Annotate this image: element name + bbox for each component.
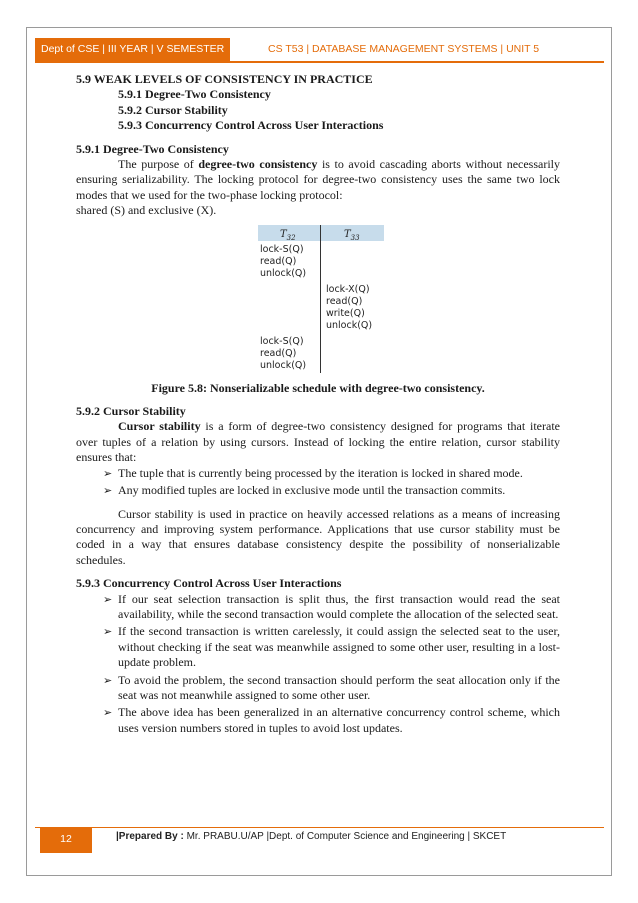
list-item-text: To avoid the problem, the second transaction should perform the seat allocation only if the seat was not meanwhile assigned to some other user.	[118, 672, 560, 702]
header-dept-badge: Dept of CSE | III YEAR | V SEMESTER	[35, 38, 230, 61]
t32-name: T	[280, 228, 287, 240]
t33-op: write(Q)	[326, 307, 365, 319]
cursor-stability-list	[76, 466, 560, 499]
page-content	[76, 72, 560, 738]
heading-cursor-stability: 5.9.2 Cursor Stability	[76, 404, 186, 419]
text: The purpose of	[118, 157, 199, 172]
t33-op: unlock(Q)	[326, 319, 373, 331]
t33-name: T	[344, 228, 351, 240]
text: is to avoid cascading aborts without necessarily ensuring serializability. The locking protocol for degree-two consistency uses the same two lock modes that we used for the two-phase locking protocol:	[76, 157, 561, 202]
list-item-text: Any modified tuples are locked in exclusive mode until the transaction commits.	[118, 483, 506, 498]
degree-two-paragraph	[76, 157, 560, 203]
t33-op: lock-X(Q)	[326, 283, 370, 295]
section-title: 5.9 WEAK LEVELS OF CONSISTENCY IN PRACTICE	[76, 72, 373, 86]
t33-op: read(Q)	[326, 295, 363, 307]
cursor-stability-usage-paragraph: Cursor stability is used in practice on heavily accessed relations as a means of increasing concurrency and improving system performance. Applications that use cursor stability must be coded in a way that ensures database consistency despite the possibility of nonserializable schedules.	[76, 506, 560, 567]
list-item-text: If the second transaction is written carelessly, it could assign the selected seat to the user, without checking if the seat was meanwhile assigned to some other user, resulting in a lost-update problem.	[118, 624, 560, 670]
t32-sub: 32	[286, 233, 296, 242]
list-item	[103, 624, 560, 670]
arrow-bullet-icon: ➢	[103, 625, 113, 639]
text: is a form of degree-two consistency designed for programs that iterate over tuples of a relation by using cursors. Instead of locking the entire relation, cursor stability ensures that:	[76, 419, 560, 465]
prepared-by-text: Mr. PRABU.U/AP |Dept. of Computer Science and Engineering | SKCET	[183, 831, 507, 842]
toc-item-1: 5.9.1 Degree-Two Consistency	[118, 87, 271, 102]
arrow-bullet-icon: ➢	[103, 484, 113, 498]
heading-user-interactions: 5.9.3 Concurrency Control Across User Interactions	[76, 576, 342, 591]
list-item	[103, 592, 560, 623]
term-degree-two: degree-two consistency	[198, 157, 318, 172]
footer-rule	[35, 827, 604, 828]
arrow-bullet-icon: ➢	[103, 592, 113, 606]
header-rule	[35, 61, 604, 63]
heading-degree-two: 5.9.1 Degree-Two Consistency	[76, 141, 229, 156]
transaction-t33-label	[344, 227, 360, 246]
schedule-figure	[258, 225, 384, 373]
t32-op: lock-S(Q)	[260, 335, 304, 347]
footer-credits	[116, 831, 506, 842]
list-item-text: If our seat selection transaction is split thus, the first transaction would read the seat availability, while the second transaction would complete the allocation of the selected seat.	[118, 591, 560, 621]
arrow-bullet-icon: ➢	[103, 706, 113, 720]
cursor-stability-paragraph	[76, 419, 560, 465]
t32-op: read(Q)	[260, 255, 297, 267]
t33-sub: 33	[350, 233, 360, 242]
t32-op: unlock(Q)	[260, 267, 307, 279]
schedule-divider	[320, 225, 321, 373]
list-item-text: The tuple that is currently being processed by the iteration is locked in shared mode.	[118, 465, 523, 480]
t32-op: unlock(Q)	[260, 359, 307, 371]
figure-caption: Figure 5.8: Nonserializable schedule with degree-two consistency.	[151, 380, 485, 395]
degree-two-paragraph-end: shared (S) and exclusive (X).	[76, 203, 217, 218]
user-interactions-list	[76, 592, 560, 737]
header-course-title: CS T53 | DATABASE MANAGEMENT SYSTEMS | UNIT 5	[268, 43, 540, 55]
term-cursor-stability: Cursor stability	[118, 419, 201, 434]
arrow-bullet-icon: ➢	[103, 673, 113, 687]
t32-op: lock-S(Q)	[260, 243, 304, 255]
list-item	[103, 673, 560, 704]
page-number: 12	[40, 827, 92, 853]
list-item	[103, 466, 560, 481]
toc-item-3: 5.9.3 Concurrency Control Across User Interactions	[118, 118, 384, 133]
schedule-header	[258, 225, 384, 241]
toc-item-2: 5.9.2 Cursor Stability	[118, 102, 228, 117]
prepared-by-label: |Prepared By :	[116, 831, 184, 842]
list-item	[103, 483, 560, 498]
t32-op: read(Q)	[260, 347, 297, 359]
list-item-text: The above idea has been generalized in an alternative concurrency control scheme, which uses version numbers stored in tuples to avoid lost updates.	[118, 705, 560, 735]
arrow-bullet-icon: ➢	[103, 466, 113, 480]
list-item	[103, 705, 560, 736]
